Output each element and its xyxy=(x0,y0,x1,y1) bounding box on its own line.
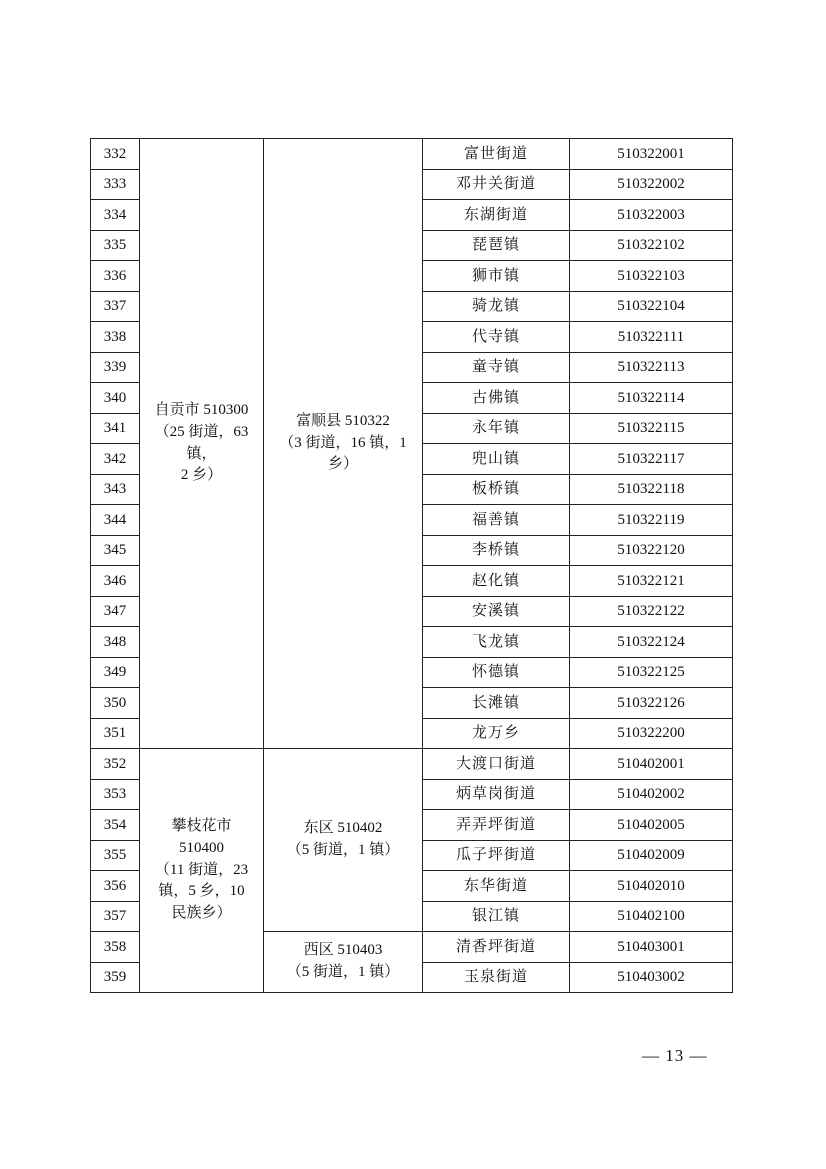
township-name-cell: 飞龙镇 xyxy=(423,627,570,658)
township-name-cell: 李桥镇 xyxy=(423,535,570,566)
township-name-cell: 邓井关街道 xyxy=(423,169,570,200)
township-name-cell: 安溪镇 xyxy=(423,596,570,627)
city-cell-line: 攀枝花市 xyxy=(171,818,232,835)
division-code-cell: 510322103 xyxy=(570,261,733,292)
division-code-cell: 510322003 xyxy=(570,200,733,231)
division-code-cell: 510402009 xyxy=(570,840,733,871)
table-body xyxy=(91,139,733,993)
division-code-cell: 510322117 xyxy=(570,444,733,475)
seq-cell: 332 xyxy=(91,139,140,170)
division-code-cell: 510322118 xyxy=(570,474,733,505)
city-cell-line: （25 街道，63 镇， xyxy=(154,423,249,462)
division-code-cell: 510322111 xyxy=(570,322,733,353)
county-cell xyxy=(264,139,423,749)
city-cell-line: （11 街道，23 xyxy=(154,861,249,878)
division-code-cell: 510402010 xyxy=(570,871,733,902)
city-cell-line: 2 乡） xyxy=(180,467,223,484)
seq-cell: 345 xyxy=(91,535,140,566)
seq-cell: 339 xyxy=(91,352,140,383)
seq-cell: 353 xyxy=(91,779,140,810)
township-name-cell: 板桥镇 xyxy=(423,474,570,505)
township-name-cell: 龙万乡 xyxy=(423,718,570,749)
city-cell-line: 民族乡） xyxy=(171,905,232,922)
seq-cell: 342 xyxy=(91,444,140,475)
county-cell-line: 富顺县 510322 xyxy=(296,412,390,429)
division-code-cell: 510403001 xyxy=(570,932,733,963)
city-cell-line: 自贡市 510300 xyxy=(154,402,249,418)
seq-cell: 340 xyxy=(91,383,140,414)
page-number: — 13 — xyxy=(642,1046,708,1065)
township-name-cell: 大渡口街道 xyxy=(423,749,570,780)
division-code-cell: 510322001 xyxy=(570,139,733,170)
county-cell xyxy=(264,932,423,993)
township-name-cell: 狮市镇 xyxy=(423,261,570,292)
county-cell-line: 西区 510403 xyxy=(303,942,383,959)
township-name-cell: 童寺镇 xyxy=(423,352,570,383)
township-name-cell: 永年镇 xyxy=(423,413,570,444)
seq-cell: 346 xyxy=(91,566,140,597)
county-cell-line: （3 街道，16 镇，1 xyxy=(279,434,407,451)
seq-cell: 354 xyxy=(91,810,140,841)
city-cell-line: 镇，5 乡，10 xyxy=(158,883,245,900)
county-cell-line: （5 街道，1 镇） xyxy=(286,964,400,980)
division-code-cell: 510322115 xyxy=(570,413,733,444)
township-name-cell: 玉泉街道 xyxy=(423,962,570,993)
seq-cell: 336 xyxy=(91,261,140,292)
county-cell-line: （5 街道，1 镇） xyxy=(286,842,400,858)
county-cell-line: 东区 510402 xyxy=(303,820,383,837)
city-cell xyxy=(140,749,264,993)
seq-cell: 337 xyxy=(91,291,140,322)
seq-cell: 359 xyxy=(91,962,140,993)
township-name-cell: 弄弄坪街道 xyxy=(423,810,570,841)
city-cell xyxy=(140,139,264,749)
division-code-cell: 510402002 xyxy=(570,779,733,810)
township-name-cell: 福善镇 xyxy=(423,505,570,536)
division-code-table xyxy=(90,138,733,993)
division-code-cell: 510322113 xyxy=(570,352,733,383)
township-name-cell: 东湖街道 xyxy=(423,200,570,231)
county-cell-line: 乡） xyxy=(327,456,358,473)
division-code-cell: 510403002 xyxy=(570,962,733,993)
township-name-cell: 瓜子坪街道 xyxy=(423,840,570,871)
table-row xyxy=(91,749,733,780)
seq-cell: 338 xyxy=(91,322,140,353)
township-name-cell: 琵琶镇 xyxy=(423,230,570,261)
division-code-cell: 510322121 xyxy=(570,566,733,597)
division-code-cell: 510322122 xyxy=(570,596,733,627)
seq-cell: 347 xyxy=(91,596,140,627)
division-code-cell: 510322002 xyxy=(570,169,733,200)
division-code-cell: 510322124 xyxy=(570,627,733,658)
township-name-cell: 清香坪街道 xyxy=(423,932,570,963)
division-code-cell: 510402005 xyxy=(570,810,733,841)
township-name-cell: 兜山镇 xyxy=(423,444,570,475)
division-code-cell: 510322119 xyxy=(570,505,733,536)
division-code-cell: 510402100 xyxy=(570,901,733,932)
seq-cell: 352 xyxy=(91,749,140,780)
township-name-cell: 怀德镇 xyxy=(423,657,570,688)
county-cell xyxy=(264,749,423,932)
division-code-cell: 510322120 xyxy=(570,535,733,566)
township-name-cell: 炳草岗街道 xyxy=(423,779,570,810)
seq-cell: 335 xyxy=(91,230,140,261)
township-name-cell: 东华街道 xyxy=(423,871,570,902)
division-code-cell: 510322200 xyxy=(570,718,733,749)
township-name-cell: 银江镇 xyxy=(423,901,570,932)
township-name-cell: 长滩镇 xyxy=(423,688,570,719)
division-code-cell: 510322125 xyxy=(570,657,733,688)
township-name-cell: 骑龙镇 xyxy=(423,291,570,322)
township-name-cell: 古佛镇 xyxy=(423,383,570,414)
seq-cell: 343 xyxy=(91,474,140,505)
division-code-cell: 510322126 xyxy=(570,688,733,719)
township-name-cell: 赵化镇 xyxy=(423,566,570,597)
seq-cell: 350 xyxy=(91,688,140,719)
seq-cell: 333 xyxy=(91,169,140,200)
table-row xyxy=(91,139,733,170)
seq-cell: 341 xyxy=(91,413,140,444)
seq-cell: 355 xyxy=(91,840,140,871)
seq-cell: 351 xyxy=(91,718,140,749)
seq-cell: 356 xyxy=(91,871,140,902)
city-cell-line: 510400 xyxy=(179,839,224,856)
seq-cell: 334 xyxy=(91,200,140,231)
division-code-cell: 510322102 xyxy=(570,230,733,261)
township-name-cell: 富世街道 xyxy=(423,139,570,170)
division-code-cell: 510402001 xyxy=(570,749,733,780)
division-code-cell: 510322104 xyxy=(570,291,733,322)
seq-cell: 358 xyxy=(91,932,140,963)
division-code-cell: 510322114 xyxy=(570,383,733,414)
seq-cell: 344 xyxy=(91,505,140,536)
seq-cell: 349 xyxy=(91,657,140,688)
seq-cell: 357 xyxy=(91,901,140,932)
seq-cell: 348 xyxy=(91,627,140,658)
township-name-cell: 代寺镇 xyxy=(423,322,570,353)
